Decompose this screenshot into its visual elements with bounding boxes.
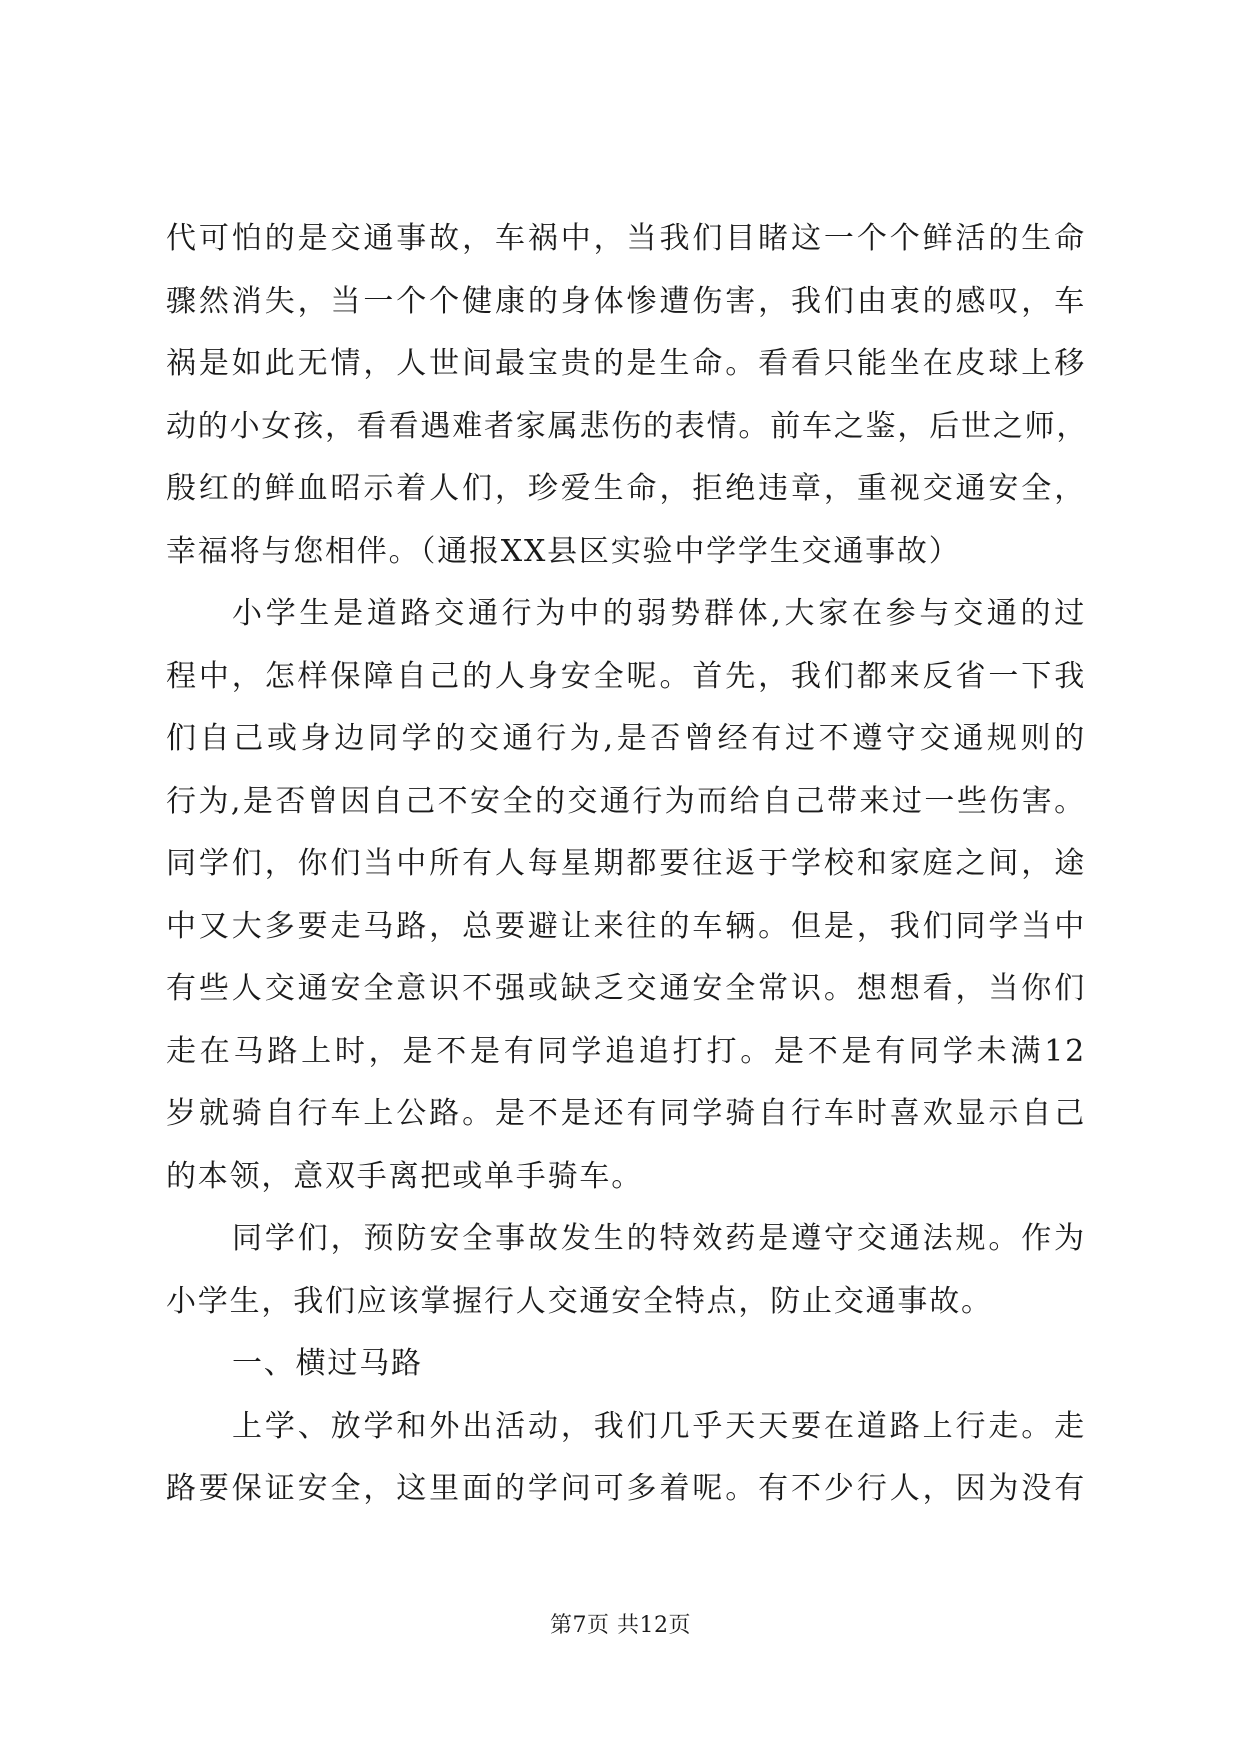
text-line: 走在马路上时，是不是有同学追追打打。是不是有同学未满12 — [166, 1033, 1086, 1069]
section-heading: 一、横过马路 — [232, 1346, 423, 1381]
text-line: 幸福将与您相伴。（通报XX县区实验中学学生交通事故） — [166, 533, 961, 569]
paragraph-first-line: 小学生是道路交通行为中的弱势群体,大家在参与交通的过 — [232, 596, 1086, 631]
page-number: 第7页 共12页 — [550, 1613, 691, 1638]
text-line: 们自己或身边同学的交通行为,是否曾经有过不遵守交通规则的 — [166, 721, 1086, 756]
text-line: 代可怕的是交通事故，车祸中，当我们目睹这一个个鲜活的生命 — [166, 221, 1086, 256]
text-line: 骤然消失，当一个个健康的身体惨遭伤害，我们由衷的感叹，车 — [166, 283, 1086, 319]
text-line: 动的小女孩，看看遇难者家属悲伤的表情。前车之鉴，后世之师， — [166, 408, 1089, 444]
text-line: 有些人交通安全意识不强或缺乏交通安全常识。想想看，当你们 — [166, 971, 1086, 1006]
text-line: 的本领，意双手离把或单手骑车。 — [166, 1158, 643, 1194]
text-line: 殷红的鲜血昭示着人们，珍爱生命，拒绝违章，重视交通安全， — [166, 471, 1086, 506]
text-line: 中又大多要走马路，总要避让来往的车辆。但是，我们同学当中 — [166, 908, 1086, 944]
document-body — [166, 221, 1089, 1537]
text-line: 程中，怎样保障自己的人身安全呢。首先，我们都来反省一下我 — [166, 658, 1086, 694]
text-line: 路要保证安全，这里面的学问可多着呢。有不少行人，因为没有 — [166, 1471, 1086, 1506]
text-line: 行为,是否曾因自己不安全的交通行为而给自己带来过一些伤害。 — [166, 783, 1086, 819]
text-line: 小学生，我们应该掌握行人交通安全特点，防止交通事故。 — [166, 1283, 993, 1319]
text-line: 同学们，你们当中所有人每星期都要往返于学校和家庭之间，途 — [166, 846, 1086, 881]
paragraph-first-line: 上学、放学和外出活动，我们几乎天天要在道路上行走。走 — [232, 1408, 1086, 1444]
text-line: 祸是如此无情，人世间最宝贵的是生命。看看只能坐在皮球上移 — [166, 346, 1086, 381]
text-line: 岁就骑自行车上公路。是不是还有同学骑自行车时喜欢显示自己 — [166, 1096, 1086, 1131]
paragraph-first-line: 同学们，预防安全事故发生的特效药是遵守交通法规。作为 — [232, 1221, 1086, 1256]
